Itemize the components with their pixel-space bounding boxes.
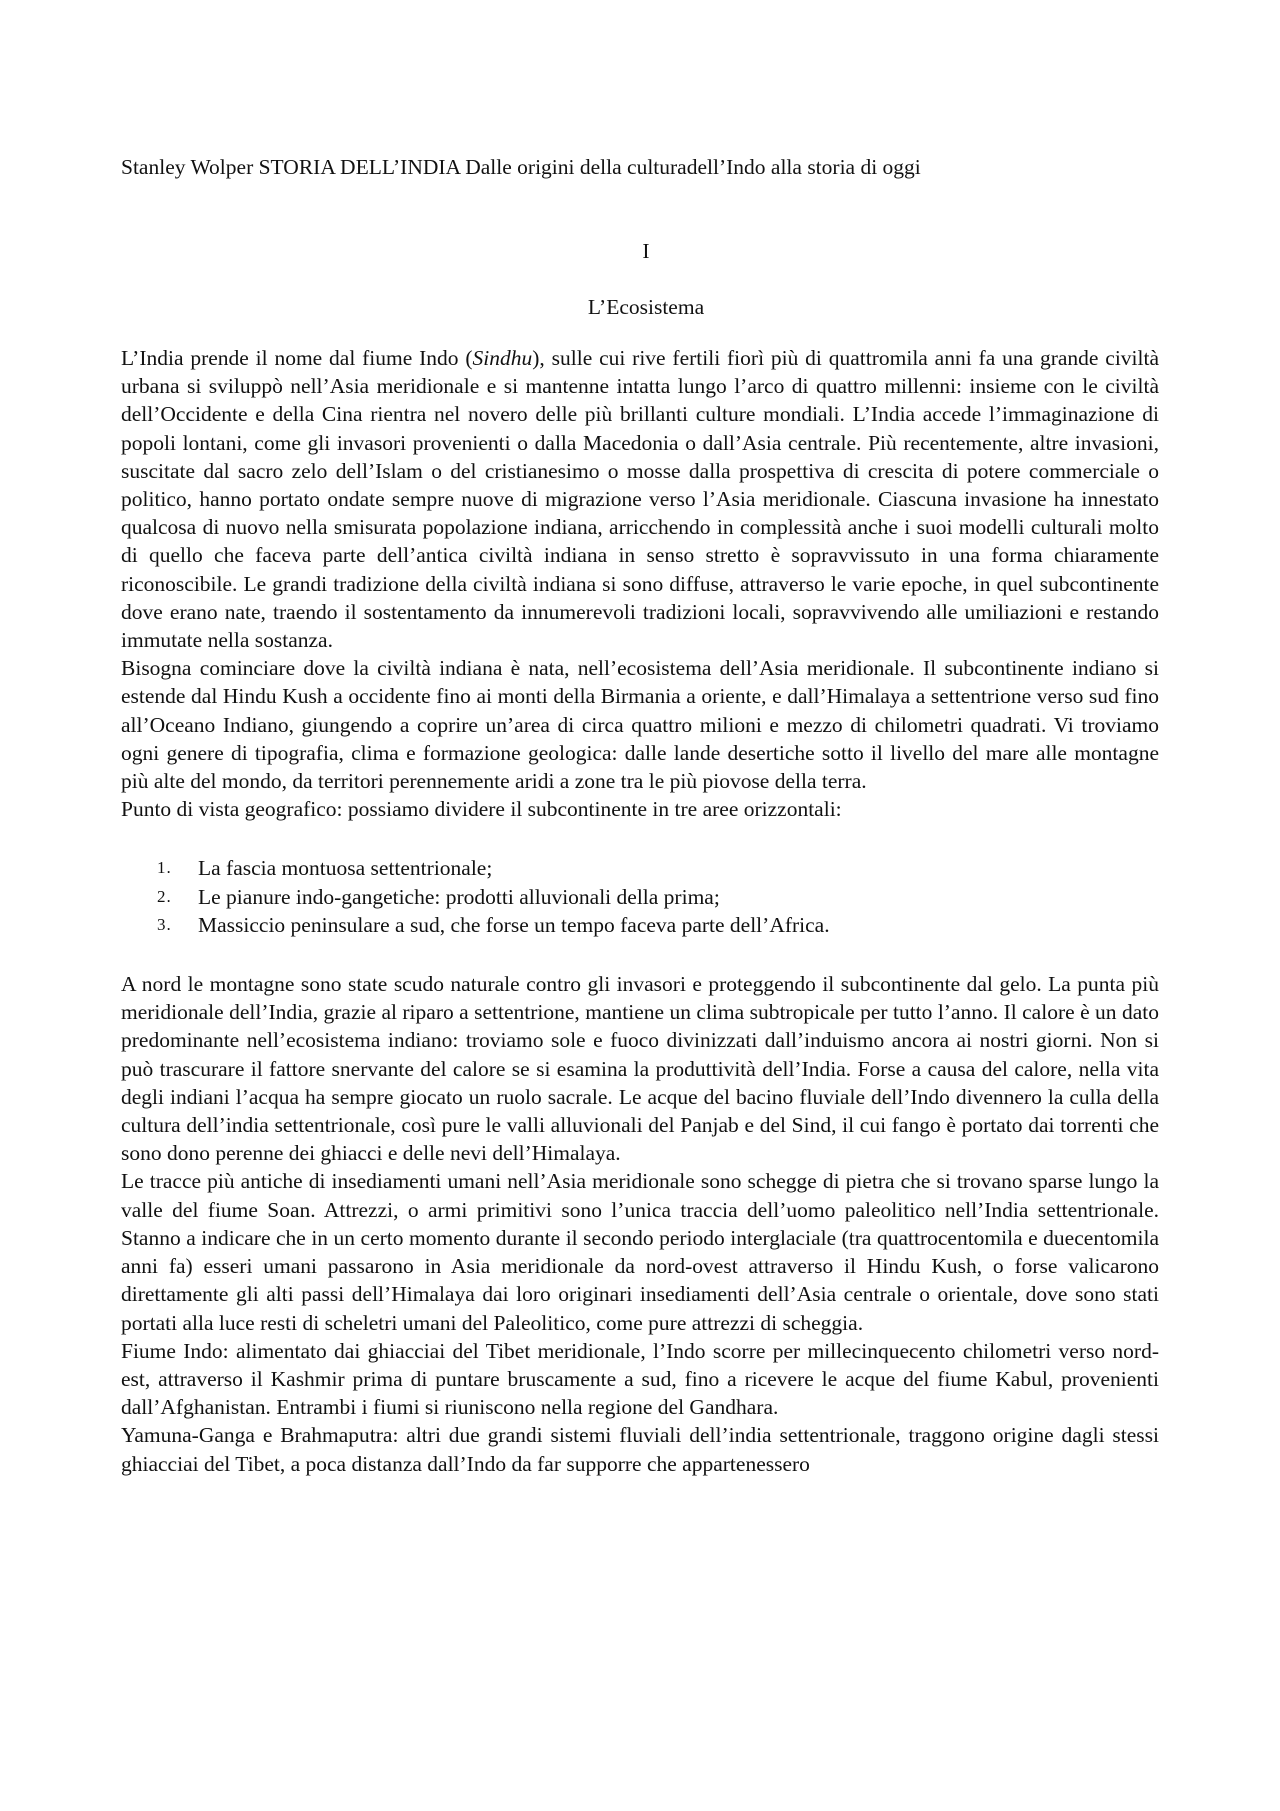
list-item-text: Massiccio peninsulare a sud, che forse un tempo faceva parte dell’Africa. [198, 912, 830, 937]
list-item-number: 2. [157, 886, 172, 906]
list-item [121, 883, 1159, 911]
paragraph-intro [121, 344, 1159, 654]
paragraph-geography: Punto di vista geografico: possiamo dividere il subcontinente in tre aree orizzontali: [121, 797, 842, 822]
list-item-text: La fascia montuosa settentrionale; [198, 856, 493, 881]
document-body [121, 344, 1159, 1478]
paragraph-ecosystem: Bisogna cominciare dove la civiltà indiana è nata, nell’ecosistema dell’Asia meridionale. Il subcontinente indiano si estende dal Hindu Kush a occidente fino ai monti della Birmania a oriente, e dall’Himalaya a settentrione verso sud fino all’Oceano Indiano, giungendo a coprire un’area di circa quattro milioni e mezzo di chilometri quadrati. Vi troviamo ogni genere di tipografia, clima e formazione geologica: dalle lande desertiche sotto il livello del mare alle montagne più alte del mondo, da territori perennemente aridi a zone tra le più piovose della terra. [121, 656, 1159, 794]
paragraph-climate: A nord le montagne sono state scudo naturale contro gli invasori e proteggendo il subcontinente dal gelo. La punta più meridionale dell’India, grazie al riparo a settentrione, mantiene un clima subtropicale per tutto l’anno. Il calore è un dato predominante nell’ecosistema indiano: troviamo sole e fuoco divinizzati dall’induismo ancora ai nostri giorni. Non si può trascurare il fattore snervante del calore se si esamina la produttività dell’India. Forse a causa del calore, nella vita degli indiani l’acqua ha sempre giocato un ruolo sacrale. Le acque del bacino fluviale dell’Indo divennero la culla della cultura dell’india settentrionale, così pure le valli alluvionali del Panjab e del Sind, il cui fango è portato dai torrenti che sono dono perenne dei ghiacci e delle nevi dell’Himalaya. [121, 972, 1159, 1166]
chapter-title: L’Ecosistema [587, 295, 705, 319]
list-item [121, 911, 1159, 939]
paragraph-prehistory: Le tracce più antiche di insediamenti umani nell’Asia meridionale sono schegge di pietra che si trovano sparse lungo la valle del fiume Soan. Attrezzi, o armi primitivi sono l’unica traccia dell’uomo paleolitico nell’India settentrionale. Stanno a indicare che in un certo momento durante il secondo periodo interglaciale (tra quattrocentomila e duecentomila anni fa) esseri umani passarono in Asia meridionale da nord-ovest attraverso il Hindu Kush, o forse valicarono direttamente gli alti passi dell’Himalaya dai loro originari insediamenti dell’Asia centrale o orientale, dove sono stati portati alla luce resti di scheletri umani del Paleolitico, come pure attrezzi di scheggia. [121, 1169, 1159, 1335]
document-heading: Stanley Wolper STORIA DELL’INDIA Dalle origini della culturadell’Indo alla storia di oggi [121, 155, 921, 179]
list-item-number: 3. [157, 914, 172, 934]
areas-list [121, 854, 1159, 939]
paragraph-intro-rest: ), sulle cui rive fertili fiorì più di quattromila anni fa una grande civiltà urbana si sviluppò nell’Asia meridionale e si mantenne intatta lungo l’arco di quattro millenni: insieme con le civiltà dell’Occidente e della Cina rientra nel novero delle più brillanti culture mondiali. L’India accede l’immaginazione di popoli lontani, come gli invasori provenienti o dalla Macedonia o dall’Asia centrale. Più recentemente, altre invasioni, suscitate dal sacro zelo dell’Islam o del cristianesimo o mosse dalla prospettiva di crescita di potere commerciale o politico, hanno portato ondate sempre nuove di migrazione verso l’Asia meridionale. Ciascuna invasione ha innestato qualcosa di nuovo nella smisurata popolazione indiana, arricchendo in complessità anche i suoi modelli culturali molto di quello che faceva parte dell’antica civiltà indiana in senso stretto è sopravvissuto in una forma chiaramente riconoscibile. Le grandi tradizione della civiltà indiana si sono diffuse, attraverso le varie epoche, in quel subcontinente dove erano nate, traendo il sostentamento da innumerevoli tradizioni locali, sopravvivendo alle umiliazioni e restando immutate nella sostanza. [121, 346, 1160, 653]
paragraph-indus-river: Fiume Indo: alimentato dai ghiacciai del Tibet meridionale, l’Indo scorre per millecinquecento chilometri verso nord-est, attraverso il Kashmir prima di puntare bruscamente a sud, fino a ricevere le acque del fiume Kabul, provenienti dall’Afghanistan. Entrambi i fiumi si riuniscono nella regione del Gandhara. [121, 1338, 1159, 1420]
list-item-text: Le pianure indo-gangetiche: prodotti alluvionali della prima; [198, 884, 720, 909]
sindhu-italic: Sindhu [472, 346, 533, 370]
list-item [121, 854, 1159, 882]
list-item-number: 1. [157, 858, 172, 878]
chapter-number: I [642, 239, 650, 263]
paragraph-intro-start: L’India prende il nome dal fiume Indo ( [121, 346, 473, 370]
paragraph-ganga-brahmaputra: Yamuna-Ganga e Brahmaputra: altri due grandi sistemi fluviali dell’india settentrionale, traggono origine dagli stessi ghiacciai del Tibet, a poca distanza dall’Indo da far supporre che appartenessero [121, 1423, 1159, 1476]
